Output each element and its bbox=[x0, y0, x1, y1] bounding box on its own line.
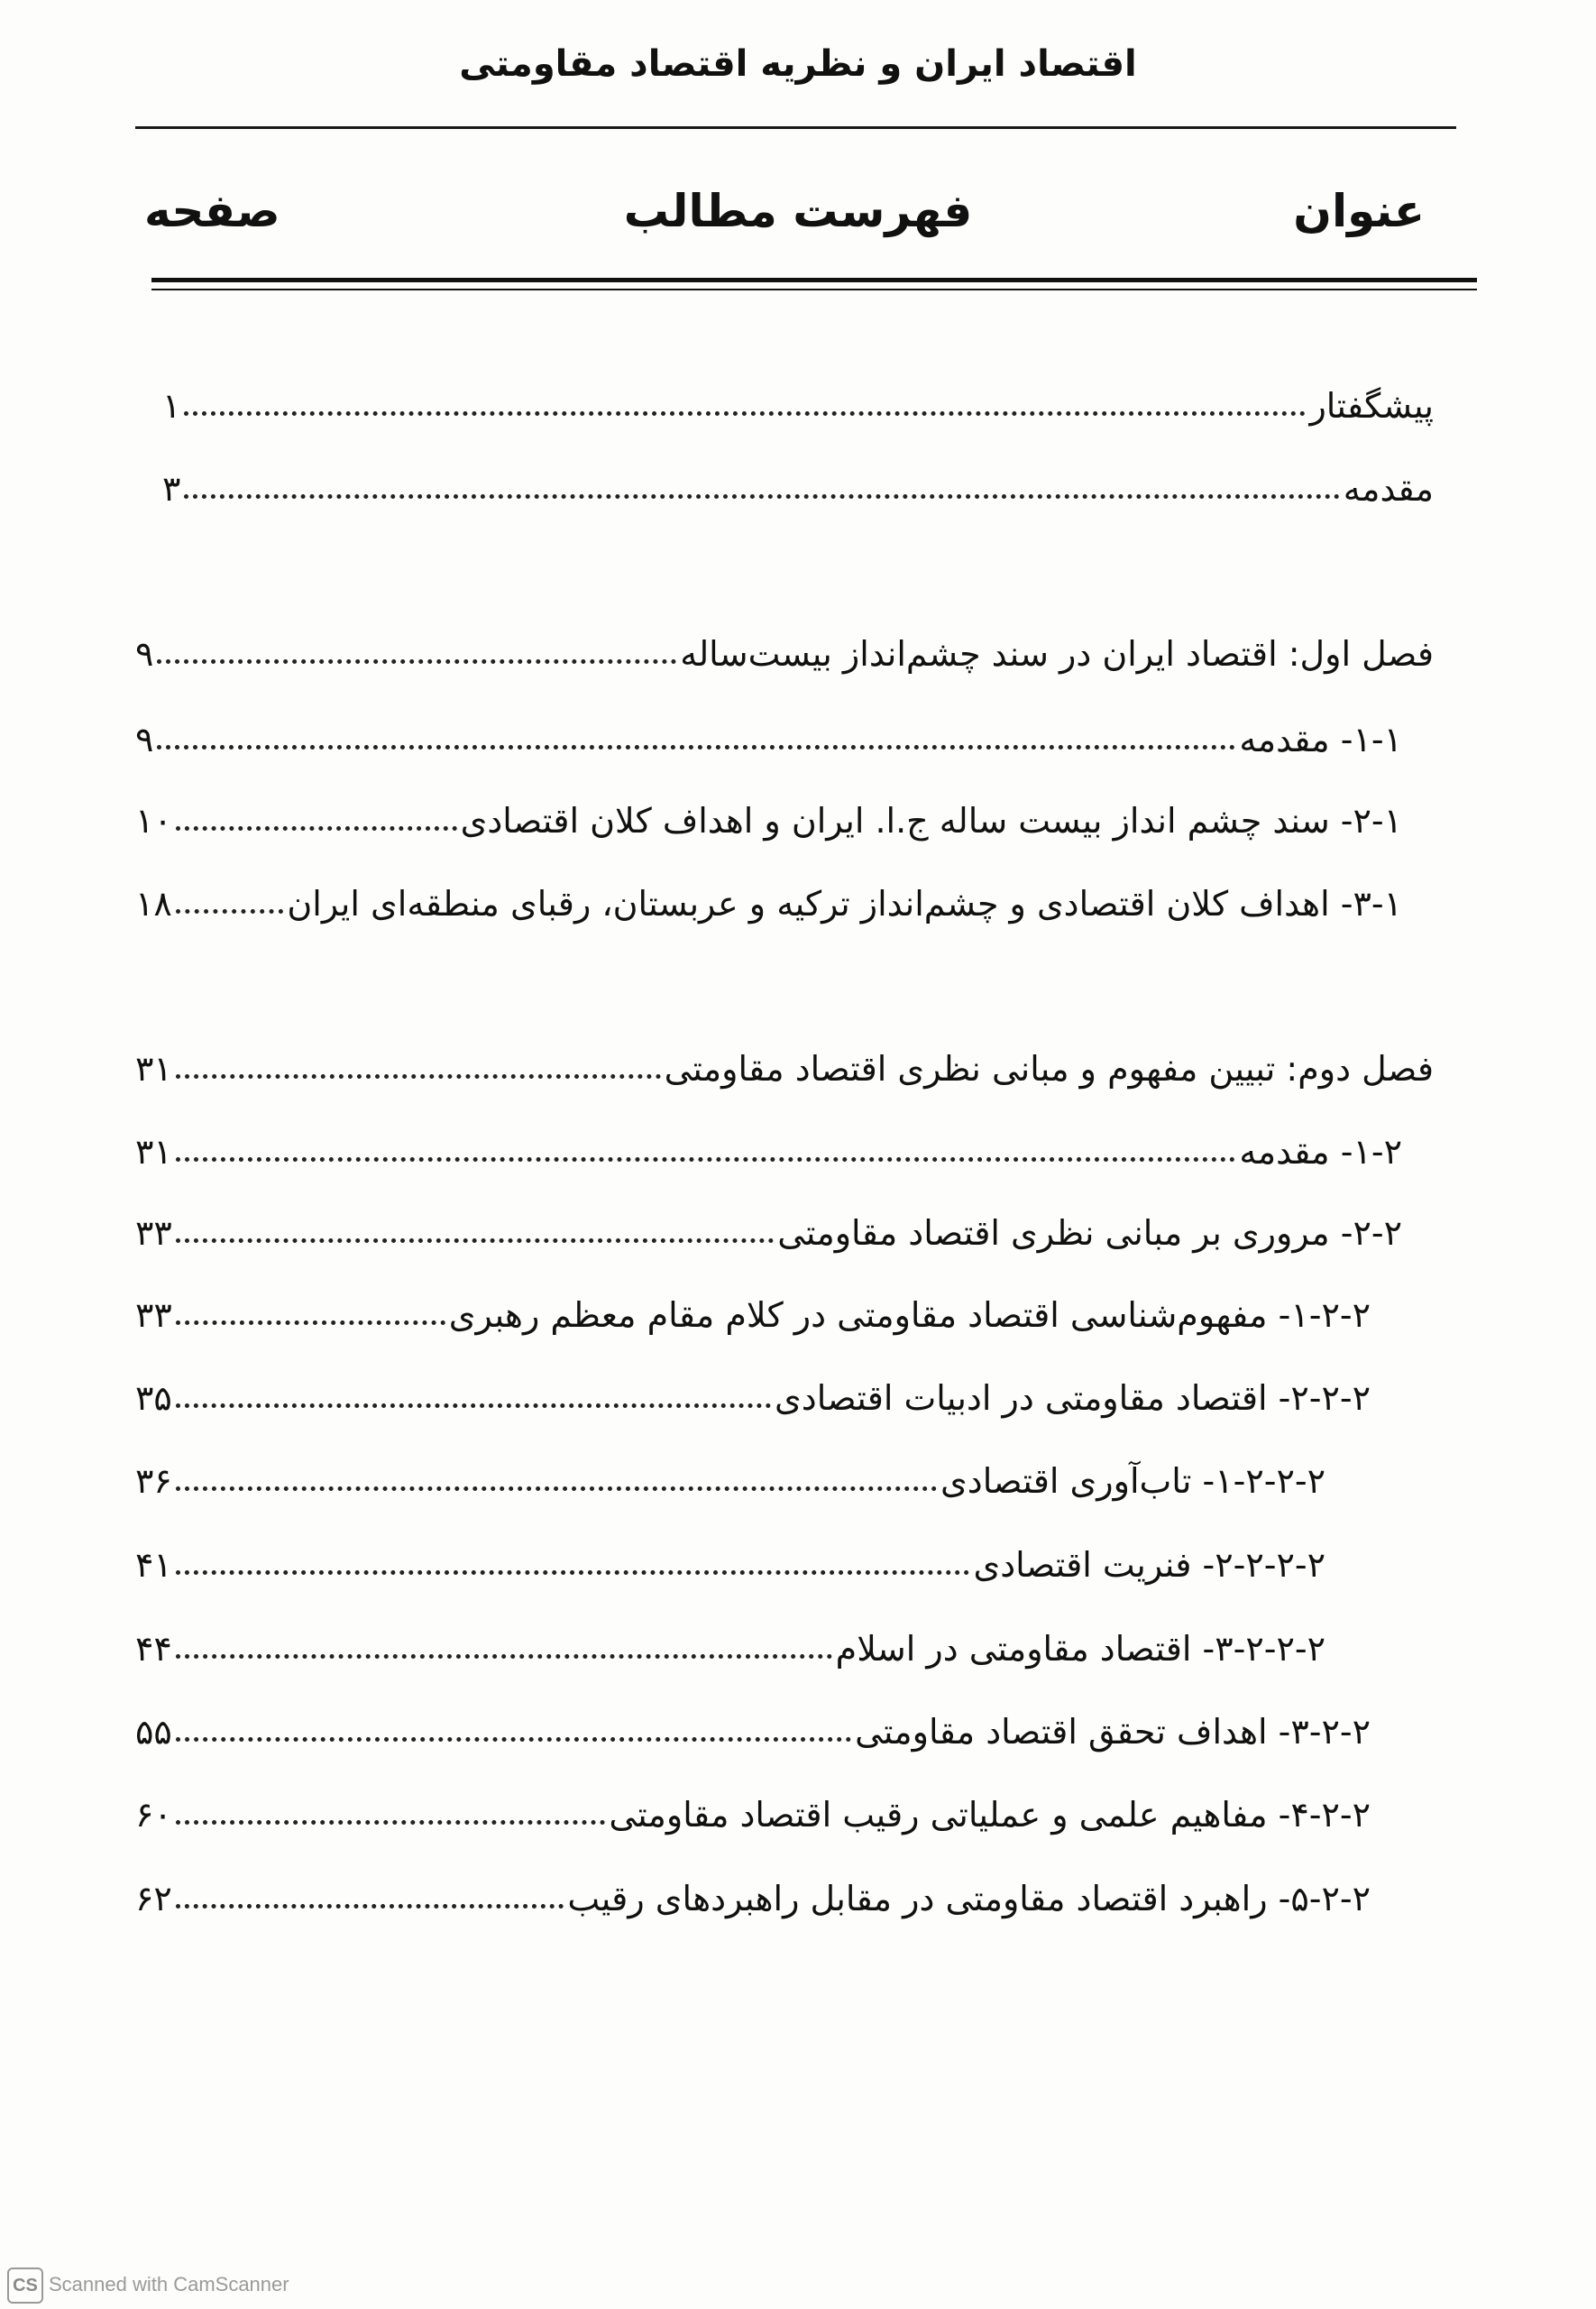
column-page-label: صفحه bbox=[144, 185, 280, 237]
heading-rule-thick bbox=[151, 278, 1477, 282]
toc-leader-dots bbox=[176, 1403, 771, 1408]
column-title-label: عنوان bbox=[1293, 185, 1425, 237]
toc-entry-page: ۳۳ bbox=[135, 1295, 172, 1335]
toc-entry-title: ۱-۲- مقدمه bbox=[1239, 1132, 1402, 1172]
toc-leader-dots bbox=[176, 1238, 774, 1243]
toc-entry-title: ۱-۲-۲-۲- تاب‌آوری اقتصادی bbox=[940, 1461, 1325, 1501]
toc-leader-dots bbox=[176, 1486, 937, 1491]
toc-leader-dots bbox=[176, 1320, 445, 1325]
toc-entry-chapter bbox=[135, 1028, 1434, 1089]
toc-entry bbox=[162, 365, 1434, 426]
toc-entry-title: ۳-۲-۲-۲- اقتصاد مقاومتی در اسلام bbox=[835, 1629, 1325, 1669]
toc-entry-page: ۹ bbox=[135, 634, 154, 674]
toc-leader-dots bbox=[176, 1654, 832, 1659]
toc-entry-page: ۳ bbox=[162, 469, 181, 509]
toc-entry-page: ۱ bbox=[162, 386, 181, 426]
toc-entry-title: فصل دوم: تبیین مفهوم و مبانی نظری اقتصاد مقاومتی bbox=[664, 1049, 1434, 1089]
toc-entry bbox=[135, 1774, 1371, 1835]
toc-leader-dots bbox=[184, 411, 1306, 416]
running-header: اقتصاد ایران و نظریه اقتصاد مقاومتی bbox=[459, 43, 1137, 85]
toc-entry-page: ۳۶ bbox=[135, 1461, 172, 1501]
toc-entry-title: ۴-۲-۲- مفاهیم علمی و عملیاتی رقیب اقتصاد مقاومتی bbox=[609, 1795, 1371, 1835]
toc-entry-chapter bbox=[135, 613, 1434, 674]
toc-leader-dots bbox=[176, 1157, 1236, 1162]
toc-leader-dots bbox=[176, 1570, 970, 1575]
toc-entry bbox=[135, 780, 1402, 841]
toc-leader-dots bbox=[176, 1737, 851, 1742]
toc-entry-title: ۱-۱- مقدمه bbox=[1239, 720, 1402, 759]
toc-leader-dots bbox=[157, 659, 676, 664]
toc-entry-title: ۳-۲-۲- اهداف تحقق اقتصاد مقاومتی bbox=[855, 1712, 1371, 1752]
toc-leader-dots bbox=[176, 1074, 661, 1079]
toc-entry-page: ۳۱ bbox=[135, 1049, 172, 1089]
toc-leader-dots bbox=[184, 494, 1339, 499]
toc-entry-title: مقدمه bbox=[1343, 469, 1434, 509]
toc-entry-title: پیشگفتار bbox=[1309, 386, 1434, 426]
toc-leader-dots bbox=[157, 745, 1235, 750]
toc-entry bbox=[162, 448, 1434, 509]
toc-entry bbox=[135, 1357, 1371, 1418]
toc-leader-dots bbox=[176, 826, 457, 831]
toc-entry-title: ۳-۱- اهداف کلان اقتصادی و چشم‌انداز ترکیه و عربستان، رقبای منطقه‌ای ایران bbox=[287, 884, 1402, 924]
toc-entry-page: ۳۵ bbox=[135, 1378, 172, 1418]
toc-entry bbox=[135, 1274, 1371, 1335]
toc-leader-dots bbox=[176, 1904, 564, 1909]
toc-leader-dots bbox=[176, 909, 284, 914]
toc-entry-title: ۲-۱- سند چشم انداز بیست ساله ج.ا. ایران و اهداف کلان اقتصادی bbox=[460, 801, 1402, 841]
toc-entry bbox=[135, 699, 1402, 757]
header-rule bbox=[135, 126, 1456, 129]
scanner-watermark-text: Scanned with CamScanner bbox=[49, 2273, 289, 2295]
toc-leader-dots bbox=[176, 1820, 606, 1825]
toc-entry-page: ۶۰ bbox=[135, 1795, 172, 1835]
toc-entry-title: فصل اول: اقتصاد ایران در سند چشم‌انداز بیست‌ساله bbox=[680, 634, 1434, 674]
toc-entry-page: ۶۲ bbox=[135, 1879, 172, 1918]
toc-entry bbox=[135, 1691, 1371, 1752]
toc-entry-page: ۴۱ bbox=[135, 1545, 172, 1585]
toc-entry bbox=[135, 1192, 1402, 1253]
heading-rule-thin bbox=[151, 289, 1477, 290]
toc-entry bbox=[135, 1524, 1325, 1585]
toc-entry-page: ۱۸ bbox=[135, 884, 172, 924]
toc-entry bbox=[135, 1858, 1371, 1916]
toc-entry-page: ۵۵ bbox=[135, 1712, 172, 1752]
toc-entry-title: ۲-۲-۲- اقتصاد مقاومتی در ادبیات اقتصادی bbox=[775, 1378, 1371, 1418]
camscanner-logo-icon: CS bbox=[7, 2268, 43, 2304]
toc-entry-page: ۴۴ bbox=[135, 1629, 172, 1669]
toc-entry-page: ۳۳ bbox=[135, 1213, 172, 1253]
toc-heading: فهرست مطالب bbox=[623, 185, 973, 237]
toc-entry bbox=[135, 1440, 1325, 1501]
toc-entry bbox=[135, 1111, 1402, 1172]
toc-entry-title: ۲-۲- مروری بر مبانی نظری اقتصاد مقاومتی bbox=[777, 1213, 1402, 1253]
toc-entry-page: ۱۰ bbox=[135, 801, 172, 841]
toc-entry-page: ۹ bbox=[135, 720, 154, 759]
toc-entry-page: ۳۱ bbox=[135, 1132, 172, 1172]
toc-entry-title: ۵-۲-۲- راهبرد اقتصاد مقاومتی در مقابل راهبردهای رقیب bbox=[567, 1879, 1371, 1918]
toc-entry-title: ۱-۲-۲- مفهوم‌شناسی اقتصاد مقاومتی در کلام مقام معظم رهبری bbox=[448, 1295, 1371, 1335]
toc-entry bbox=[135, 1608, 1325, 1669]
toc-entry bbox=[135, 863, 1402, 924]
toc-entry-title: ۲-۲-۲-۲- فنریت اقتصادی bbox=[973, 1545, 1325, 1585]
